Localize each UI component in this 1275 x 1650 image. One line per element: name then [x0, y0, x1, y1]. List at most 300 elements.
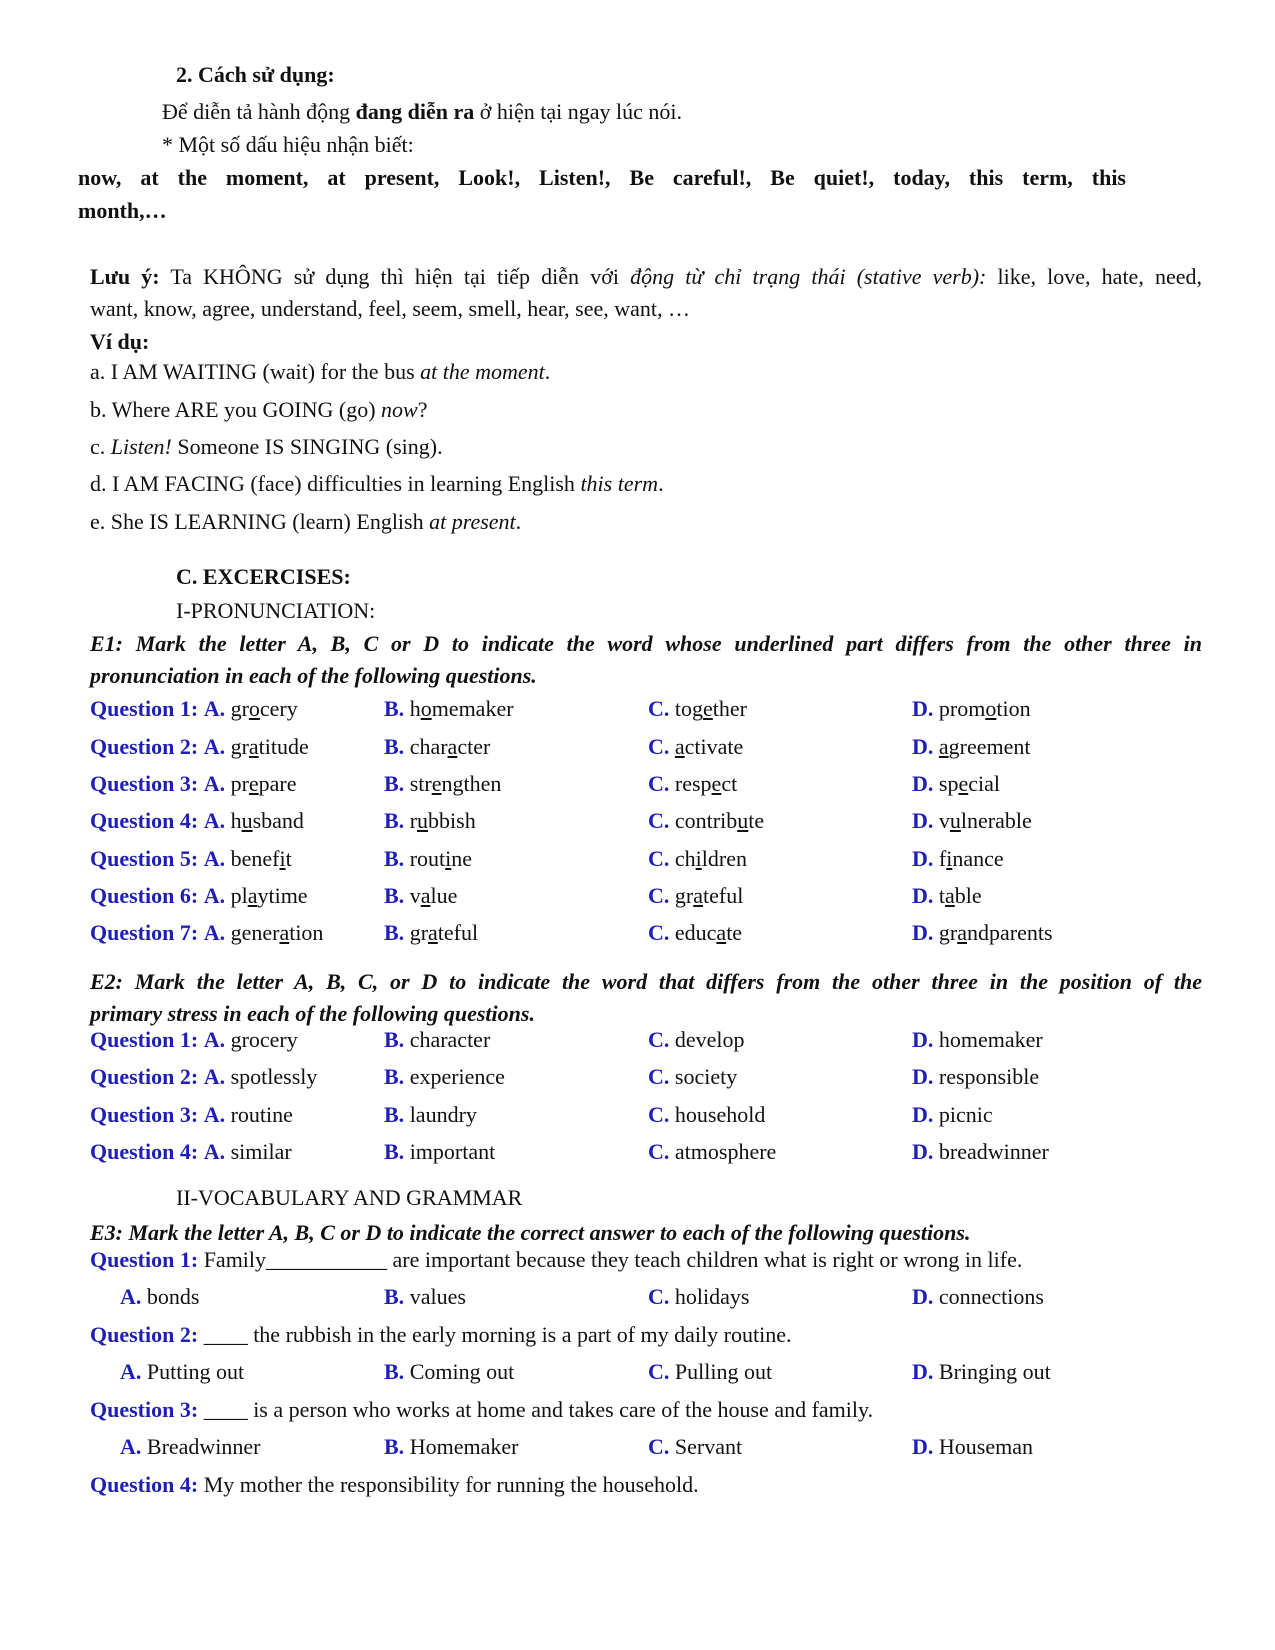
option-letter: D.	[912, 1139, 934, 1164]
option-letter: D.	[912, 1027, 934, 1052]
option-letter: D.	[912, 846, 934, 871]
word-part: ch	[674, 846, 696, 871]
question-label: Question 4:	[90, 1139, 199, 1164]
word-part: teful	[702, 883, 744, 908]
option-letter: C.	[648, 1064, 670, 1089]
note-text-pre: Ta KHÔNG sử dụng thì hiện tại tiếp diễn với	[159, 264, 631, 289]
option-b	[384, 885, 457, 907]
option-text: holidays	[674, 1284, 750, 1309]
option-b	[384, 1141, 495, 1163]
option-d	[912, 736, 1031, 758]
option-a	[90, 810, 304, 832]
option-text: breadwinner	[938, 1139, 1049, 1164]
word-part: bbish	[428, 808, 476, 833]
option-c	[648, 773, 737, 795]
word-part: lue	[430, 883, 458, 908]
option-letter: C.	[648, 1284, 670, 1309]
word-part: rout	[409, 846, 446, 871]
e1-question-row	[0, 885, 1275, 913]
word-part: pr	[230, 771, 249, 796]
example-punctuation: Someone IS SINGING (sing).	[171, 434, 443, 459]
note-text-italic: động từ chỉ trạng thái (stative verb):	[630, 264, 987, 289]
option-a	[90, 1141, 292, 1163]
option-letter: B.	[384, 734, 405, 759]
underlined-part: e	[711, 771, 722, 796]
option-b	[384, 773, 501, 795]
underlined-part: a	[957, 920, 967, 945]
underlined-part: a	[420, 883, 431, 908]
example-time-marker: this term	[580, 471, 659, 496]
word-part: ble	[954, 883, 982, 908]
underlined-part: u	[417, 808, 429, 833]
option-letter: D.	[912, 883, 934, 908]
option-letter: A.	[203, 920, 226, 945]
word-part: gr	[409, 920, 429, 945]
example-text: b. Where ARE you GOING (go)	[90, 397, 382, 422]
option-c	[648, 1029, 745, 1051]
word-part: h	[230, 808, 242, 833]
option-d	[912, 810, 1032, 832]
e1-question-row	[0, 848, 1275, 876]
word-part: gener	[230, 920, 280, 945]
option-letter: A.	[203, 771, 226, 796]
option-letter: B.	[384, 920, 405, 945]
option-d	[912, 848, 1004, 870]
vocabulary-heading: II-VOCABULARY AND GRAMMAR	[176, 1185, 523, 1210]
underlined-part: o	[985, 696, 997, 721]
word-part: h	[409, 696, 421, 721]
option-d	[912, 922, 1053, 944]
example-item	[90, 399, 428, 421]
word-part: pl	[230, 883, 248, 908]
option-b	[384, 848, 472, 870]
option-letter: B.	[384, 883, 405, 908]
option-letter: B.	[384, 846, 405, 871]
e3-question-stem	[90, 1474, 699, 1496]
option-letter: A.	[203, 734, 226, 759]
example-punctuation: ?	[417, 397, 428, 422]
option-text: important	[409, 1139, 496, 1164]
option-c	[648, 1286, 749, 1308]
option-letter: C.	[648, 846, 670, 871]
word-part: gr	[938, 920, 958, 945]
e1-question-row	[0, 736, 1275, 764]
word-part: tion	[996, 696, 1031, 721]
option-b	[384, 736, 490, 758]
option-letter: B.	[384, 1064, 405, 1089]
underlined-part: a	[248, 734, 259, 759]
e2-instruction-line-1: E2: Mark the letter A, B, C, or D to indicate the word that differs from the other three in the position of the	[90, 969, 1202, 994]
option-text: bonds	[146, 1284, 200, 1309]
option-letter: B.	[384, 1434, 405, 1459]
example-item	[90, 511, 521, 533]
e3-options-row	[0, 1286, 1275, 1314]
option-letter: A.	[120, 1434, 142, 1459]
underlined-part: a	[674, 734, 685, 759]
word-part: ytime	[257, 883, 308, 908]
e1-question-row	[0, 922, 1275, 950]
option-letter: B.	[384, 1284, 405, 1309]
word-part: tog	[674, 696, 704, 721]
word-part: benef	[230, 846, 280, 871]
option-text: homemaker	[938, 1027, 1043, 1052]
e3-options-row	[0, 1361, 1275, 1389]
e2-instruction-line-2: primary stress in each of the following questions.	[90, 1001, 535, 1026]
option-d	[912, 773, 1000, 795]
option-letter: D.	[912, 734, 934, 759]
underlined-part: o	[420, 696, 432, 721]
option-letter: D.	[912, 696, 934, 721]
note-line-1	[90, 266, 1202, 288]
question-label: Question 1:	[90, 696, 199, 721]
word-part: char	[409, 734, 448, 759]
example-time-marker: now	[381, 397, 418, 422]
option-letter: B.	[384, 1359, 405, 1384]
option-letter: C.	[648, 883, 670, 908]
option-text: Putting out	[146, 1359, 245, 1384]
option-b	[384, 1286, 466, 1308]
option-letter: D.	[912, 1359, 934, 1384]
option-text: spotlessly	[230, 1064, 318, 1089]
question-label: Question 2:	[90, 734, 199, 759]
e1-instruction-line-2: pronunciation in each of the following questions.	[90, 663, 537, 688]
option-text: experience	[409, 1064, 505, 1089]
word-part: ctivate	[684, 734, 744, 759]
option-letter: A.	[203, 1102, 226, 1127]
word-part: sband	[252, 808, 304, 833]
option-c	[648, 736, 743, 758]
word-part: nance	[952, 846, 1004, 871]
question-text: Family___________ are important because they teach children what is right or wrong in life.	[198, 1247, 1023, 1272]
word-part: ngthen	[441, 771, 502, 796]
example-text: c.	[90, 434, 111, 459]
word-part: f	[938, 846, 947, 871]
question-label: Question 6:	[90, 883, 199, 908]
option-a	[90, 698, 298, 720]
word-part: r	[409, 808, 418, 833]
question-text: ____ is a person who works at home and takes care of the house and family.	[198, 1397, 874, 1422]
underlined-part: a	[447, 734, 458, 759]
option-b	[384, 1361, 514, 1383]
underlined-part: u	[949, 808, 961, 833]
word-part: ndparents	[966, 920, 1053, 945]
usage-desc-pre: Để diễn tả hành động	[162, 99, 356, 124]
word-part: tion	[289, 920, 324, 945]
word-part: ldren	[701, 846, 747, 871]
option-letter: A.	[120, 1284, 142, 1309]
word-part: ct	[721, 771, 738, 796]
note-text-post: like, love, hate, need,	[986, 264, 1202, 289]
option-letter: B.	[384, 1102, 405, 1127]
option-c	[648, 1141, 776, 1163]
word-part: gr	[230, 734, 249, 759]
usage-heading: 2. Cách sử dụng:	[176, 62, 335, 87]
underlined-part: a	[247, 883, 258, 908]
word-part: gr	[230, 696, 249, 721]
e3-options-row	[0, 1436, 1275, 1464]
example-time-marker: at the moment	[420, 359, 545, 384]
option-letter: A.	[203, 846, 226, 871]
option-text: society	[674, 1064, 738, 1089]
e1-question-row	[0, 810, 1275, 838]
word-part: cial	[968, 771, 1000, 796]
option-text: picnic	[938, 1102, 993, 1127]
question-label: Question 7:	[90, 920, 199, 945]
word-part: educ	[674, 920, 717, 945]
question-label: Question 5:	[90, 846, 199, 871]
question-text: My mother the responsibility for running the household.	[198, 1472, 699, 1497]
underlined-part: e	[703, 696, 713, 721]
question-label: Question 3:	[90, 771, 199, 796]
option-letter: C.	[648, 1434, 670, 1459]
word-part: resp	[674, 771, 712, 796]
underlined-part: a	[716, 920, 727, 945]
word-part: v	[409, 883, 421, 908]
word-part: cery	[259, 696, 298, 721]
option-a	[120, 1361, 244, 1383]
question-label: Question 1:	[90, 1027, 199, 1052]
option-text: household	[674, 1102, 766, 1127]
option-b	[384, 1436, 518, 1458]
signs-line-2: month,…	[78, 198, 167, 223]
option-text: connections	[938, 1284, 1044, 1309]
example-item	[90, 436, 443, 458]
question-text: ____ the rubbish in the early morning is a part of my daily routine.	[198, 1322, 792, 1347]
e2-question-row	[0, 1029, 1275, 1057]
word-part: t	[938, 883, 946, 908]
option-letter: D.	[912, 1064, 934, 1089]
example-punctuation: .	[544, 359, 551, 384]
option-c	[648, 885, 743, 907]
option-letter: A.	[203, 1139, 226, 1164]
word-part: te	[748, 808, 765, 833]
option-letter: C.	[648, 1102, 670, 1127]
option-letter: B.	[384, 1139, 405, 1164]
option-d	[912, 1286, 1044, 1308]
option-a	[90, 1029, 298, 1051]
e3-question-stem	[90, 1324, 791, 1346]
option-c	[648, 1436, 742, 1458]
example-text: a. I AM WAITING (wait) for the bus	[90, 359, 421, 384]
option-text: grocery	[230, 1027, 298, 1052]
option-d	[912, 1066, 1039, 1088]
option-letter: A.	[203, 696, 226, 721]
example-text: d. I AM FACING (face) difficulties in learning English	[90, 471, 581, 496]
word-part: ne	[451, 846, 473, 871]
option-a	[90, 848, 292, 870]
underlined-part: e	[248, 771, 259, 796]
option-letter: C.	[648, 696, 670, 721]
signs-label: * Một số dấu hiệu nhận biết:	[162, 132, 414, 157]
word-part: pare	[258, 771, 297, 796]
example-time-marker: at present	[429, 509, 516, 534]
option-d	[912, 1141, 1049, 1163]
option-d	[912, 1029, 1043, 1051]
option-letter: D.	[912, 1284, 934, 1309]
note-line-2: want, know, agree, understand, feel, seem, smell, hear, see, want, …	[90, 296, 691, 321]
option-text: values	[409, 1284, 466, 1309]
word-part: lnerable	[960, 808, 1032, 833]
option-a	[120, 1286, 199, 1308]
option-letter: A.	[203, 808, 226, 833]
e2-question-row	[0, 1141, 1275, 1169]
option-text: laundry	[409, 1102, 477, 1127]
e1-question-row	[0, 698, 1275, 726]
option-letter: A.	[203, 1064, 226, 1089]
option-letter: C.	[648, 808, 670, 833]
underlined-part: o	[248, 696, 260, 721]
underlined-part: u	[737, 808, 749, 833]
option-letter: A.	[120, 1359, 142, 1384]
option-a	[120, 1436, 261, 1458]
word-part: cter	[457, 734, 491, 759]
exercises-heading: C. EXCERCISES:	[176, 564, 351, 589]
option-a	[90, 922, 323, 944]
word-part: ther	[712, 696, 747, 721]
option-letter: C.	[648, 771, 670, 796]
option-b	[384, 1029, 490, 1051]
question-label: Question 4:	[90, 808, 199, 833]
option-letter: C.	[648, 734, 670, 759]
question-label: Question 1:	[90, 1247, 199, 1272]
option-c	[648, 848, 747, 870]
option-letter: D.	[912, 1102, 934, 1127]
option-a	[90, 1104, 293, 1126]
underlined-part: a	[693, 883, 703, 908]
option-letter: D.	[912, 1434, 934, 1459]
option-c	[648, 1361, 772, 1383]
usage-description	[162, 101, 682, 123]
word-part: sp	[938, 771, 959, 796]
signs-line-1: now, at the moment, at present, Look!, Listen!, Be careful!, Be quiet!, today, this term, this	[78, 165, 1126, 190]
underlined-part: a	[938, 734, 949, 759]
option-c	[648, 810, 764, 832]
question-label: Question 3:	[90, 1397, 199, 1422]
option-text: Breadwinner	[146, 1434, 261, 1459]
question-label: Question 2:	[90, 1064, 199, 1089]
example-item	[90, 473, 664, 495]
underlined-part: i	[946, 846, 953, 871]
e2-question-row	[0, 1066, 1275, 1094]
example-time-marker: Listen!	[110, 434, 172, 459]
word-part: t	[285, 846, 292, 871]
underlined-part: a	[428, 920, 438, 945]
option-letter: B.	[384, 771, 405, 796]
underlined-part: a	[945, 883, 955, 908]
option-c	[648, 922, 742, 944]
option-b	[384, 922, 478, 944]
usage-desc-bold: đang diễn ra	[355, 99, 475, 124]
word-part: gr	[674, 883, 694, 908]
usage-desc-post: ở hiện tại ngay lúc nói.	[474, 99, 683, 124]
underlined-part: u	[241, 808, 253, 833]
option-d	[912, 1361, 1051, 1383]
example-punctuation: .	[515, 509, 522, 534]
word-part: str	[409, 771, 432, 796]
option-text: routine	[230, 1102, 293, 1127]
option-b	[384, 810, 476, 832]
option-text: responsible	[938, 1064, 1040, 1089]
option-letter: A.	[203, 883, 226, 908]
option-letter: D.	[912, 771, 934, 796]
option-letter: C.	[648, 1359, 670, 1384]
option-d	[912, 1436, 1033, 1458]
underlined-part: a	[279, 920, 290, 945]
option-text: Houseman	[938, 1434, 1033, 1459]
option-text: Pulling out	[674, 1359, 773, 1384]
e2-question-row	[0, 1104, 1275, 1132]
e1-question-row	[0, 773, 1275, 801]
option-letter: B.	[384, 1027, 405, 1052]
example-text: e. She IS LEARNING (learn) English	[90, 509, 430, 534]
option-text: Servant	[674, 1434, 743, 1459]
option-b	[384, 698, 514, 720]
option-text: Bringing out	[938, 1359, 1051, 1384]
underlined-part: e	[958, 771, 969, 796]
option-letter: D.	[912, 920, 934, 945]
option-c	[648, 698, 747, 720]
option-text: Homemaker	[409, 1434, 519, 1459]
question-label: Question 2:	[90, 1322, 199, 1347]
option-letter: C.	[648, 1027, 670, 1052]
option-d	[912, 1104, 993, 1126]
option-letter: C.	[648, 920, 670, 945]
word-part: greement	[948, 734, 1031, 759]
option-text: character	[409, 1027, 491, 1052]
option-text: develop	[674, 1027, 745, 1052]
word-part: contrib	[674, 808, 738, 833]
word-part: te	[726, 920, 743, 945]
option-d	[912, 698, 1031, 720]
underlined-part: e	[431, 771, 442, 796]
question-label: Question 3:	[90, 1102, 199, 1127]
option-letter: A.	[203, 1027, 226, 1052]
option-letter: C.	[648, 1139, 670, 1164]
option-a	[90, 773, 297, 795]
note-label: Lưu ý:	[90, 264, 160, 289]
underlined-part: i	[445, 846, 452, 871]
option-text: similar	[230, 1139, 292, 1164]
option-a	[90, 736, 309, 758]
option-b	[384, 1104, 477, 1126]
option-b	[384, 1066, 505, 1088]
word-part: memaker	[431, 696, 514, 721]
option-letter: D.	[912, 808, 934, 833]
example-punctuation: .	[658, 471, 664, 496]
word-part: v	[938, 808, 950, 833]
e3-instruction: E3: Mark the letter A, B, C or D to indicate the correct answer to each of the following questions.	[90, 1220, 971, 1245]
option-letter: B.	[384, 808, 405, 833]
word-part: teful	[437, 920, 479, 945]
option-a	[90, 1066, 317, 1088]
e1-instruction-line-1: E1: Mark the letter A, B, C or D to indicate the word whose underlined part differs from the other three in	[90, 631, 1202, 656]
examples-label: Ví dụ:	[90, 329, 150, 354]
example-item	[90, 361, 550, 383]
option-a	[90, 885, 308, 907]
e3-question-stem	[90, 1249, 1022, 1271]
option-text: atmosphere	[674, 1139, 777, 1164]
question-label: Question 4:	[90, 1472, 199, 1497]
pronunciation-heading: I-PRONUNCIATION:	[176, 598, 376, 623]
option-c	[648, 1066, 737, 1088]
option-d	[912, 885, 982, 907]
word-part: titude	[258, 734, 309, 759]
option-letter: B.	[384, 696, 405, 721]
option-text: Coming out	[409, 1359, 515, 1384]
e3-question-stem	[90, 1399, 873, 1421]
underlined-part: i	[279, 846, 286, 871]
option-c	[648, 1104, 765, 1126]
